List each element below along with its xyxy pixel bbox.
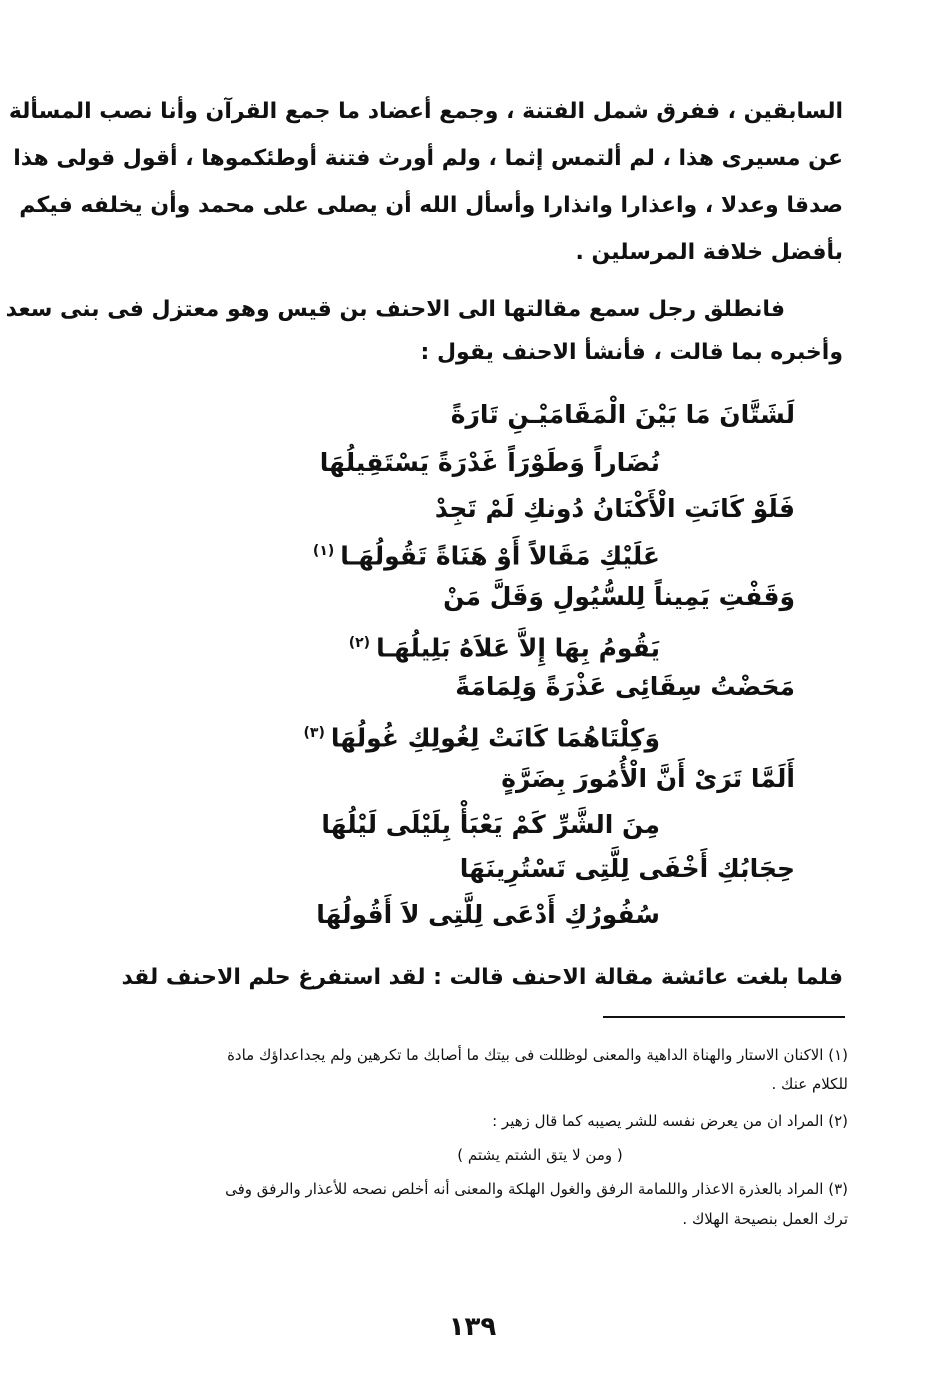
footnote-2: (٢) المراد ان من يعرض نفسه للشر يصيبه كما قال زهير : — [492, 1112, 848, 1130]
footnote-2-quote: ( ومن لا يتق الشتم يشتم ) — [457, 1146, 623, 1164]
hemistich-text: عَلَيْكِ مَقَالاً أَوْ هَنَاةً تَقُولُهَـا — [340, 541, 660, 571]
hemistich-text: نُضَاراً وَطَوْرَاً غَدْرَةً يَسْتَقِيلُهَا — [319, 448, 660, 477]
paragraph-3: فلما بلغت عائشة مقالة الاحنف قالت : لقد استفرغ حلم الاحنف لقد — [121, 965, 843, 990]
verse-first-hemistich: أَلَمَّا تَرَىْ أَنَّ الْأُمُورَ بِضَرَّةٍ — [501, 764, 795, 793]
text-line: بأفضل خلافة المرسلين . — [575, 240, 843, 265]
verse-second-hemistich — [304, 710, 660, 756]
verse-second-hemistich — [320, 440, 660, 486]
hemistich-text: سُفُورُكِ أَدْعَى لِلَّتِى لاَ أَقُولُهَا — [316, 900, 660, 929]
footnote-1: (١) الاكنان الاستار والهناة الداهية والمعنى لوظللت فى بيتك ما أصابك ما تكرهين ولم يجداعداؤك مادة — [227, 1046, 848, 1064]
verse-second-hemistich — [349, 620, 660, 666]
verse-second-hemistich — [316, 892, 660, 938]
verse-first-hemistich: حِجَابُكِ أَخْفَى لِلَّتِى تَسْتُرِينَهَا — [459, 854, 795, 883]
footnote-3-continued: ترك العمل بنصيحة الهلاك . — [682, 1210, 848, 1228]
hemistich-text: مِنَ الشَّرِّ كَمْ يَعْبَأْ بِلَيْلَى لَيْلُهَا — [321, 810, 660, 839]
verse-first-hemistich: وَقَفْتِ يَمِيناً لِلسُّيُولِ وَقَلَّ مَنْ — [443, 582, 795, 611]
footnote-marker: (٢) — [348, 635, 371, 651]
footnote-marker: (١) — [312, 543, 335, 559]
page-number: ١٣٩ — [448, 1312, 497, 1342]
verse-second-hemistich — [313, 528, 660, 574]
footnote-1-continued: للكلام عنك . — [771, 1075, 848, 1093]
text-line: صدقا وعدلا ، واعذارا وانذارا وأسأل الله أن يصلى على محمد وأن يخلفه فيكم — [19, 193, 843, 218]
verse-first-hemistich: فَلَوْ كَانَتِ الْأَكْنَانُ دُونكِ لَمْ تَجِدْ — [434, 494, 795, 523]
footnote-marker: (٣) — [303, 725, 325, 741]
hemistich-text: يَقُومُ بِهَا إِلاَّ عَلاَهُ بَلِيلُهَـا — [376, 633, 660, 663]
hemistich-text: وَكِلْتَاهُمَا كَانَتْ لِغُولِكِ غُولُهَا — [330, 723, 660, 753]
text-line: وأخبره بما قالت ، فأنشأ الاحنف يقول : — [420, 340, 843, 365]
paragraph-1 — [8, 88, 843, 276]
text-line: عن مسيرى هذا ، لم ألتمس إثما ، ولم أورث فتنة أوطئكموها ، أقول قولى هذا — [13, 146, 843, 171]
verse-first-hemistich: لَشَتَّانَ مَا بَيْنَ الْمَقَامَيْـنِ تَارَةً — [450, 400, 795, 429]
paragraph-2 — [5, 288, 843, 374]
verse-second-hemistich — [321, 802, 660, 848]
footnote-separator — [603, 1016, 845, 1018]
text-line: فانطلق رجل سمع مقالتها الى الاحنف بن قيس وهو معتزل فى بنى سعد — [5, 297, 785, 322]
text-line: السابقين ، ففرق شمل الفتنة ، وجمع أعضاد ما جمع القرآن وأنا نصب المسألة — [8, 99, 843, 124]
footnote-3: (٣) المراد بالعذرة الاعذار واللمامة الرفق والغول الهلكة والمعنى أنه أخلص نصحه للأعذار والرفق وفى — [225, 1180, 848, 1198]
verse-first-hemistich: مَحَضْتُ سِقَائِى عَذْرَةً وَلِمَامَةً — [455, 672, 795, 701]
